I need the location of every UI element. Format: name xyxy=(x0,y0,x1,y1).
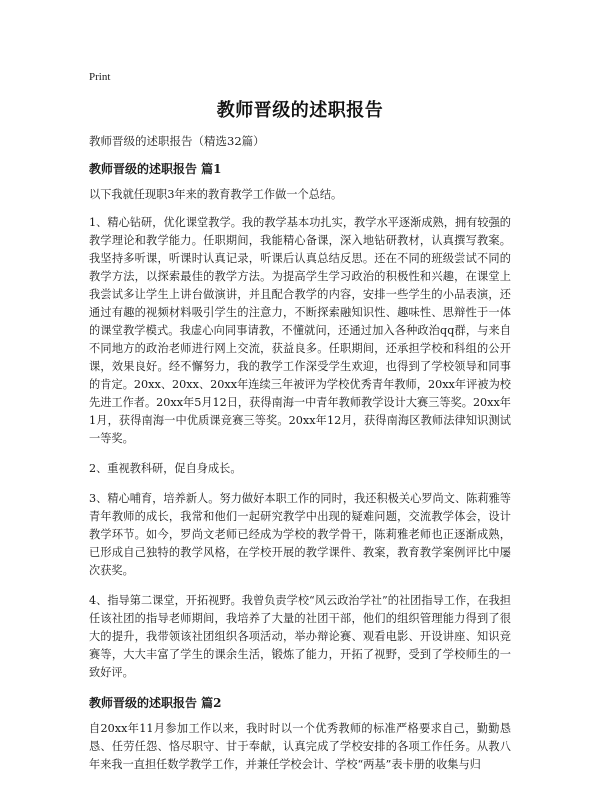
paragraph: 以下我就任现职3年来的教育教学工作做一个总结。 xyxy=(89,188,343,201)
section-heading-1: 教师晋级的述职报告 篇1 xyxy=(89,162,222,176)
page-title: 教师晋级的述职报告 xyxy=(216,100,384,121)
paragraph: 2、重视教科研，促自身成长。 xyxy=(89,462,242,475)
print-link[interactable]: Print xyxy=(89,71,111,83)
document-body xyxy=(89,160,511,786)
paragraph: 1、精心钻研，优化课堂教学。我的教学基本功扎实，教学水平逐渐成熟，拥有较强的教学理论和教学能力。任职期间，我能精心备课，深入地钻研教材，认真撰写教案。我坚持多听课，听课时认真记录，听课后认真总结反思。还在不同的班级尝试不同的教学方法，以探索最佳的教学方法。为提高学生学习政治的积极性和兴趣，在课堂上我尝试多让学生上讲台做演讲，并且配合教学的内容，安排一些学生的小品表演，还通过有趣的视频材料吸引学生的注意力，不断探索融知识性、趣味性、思辩性于一体的课堂教学模式。我虚心向同事请教，不懂就问，还通过加入各种政治qq群，与来自不同地方的政治老师进行网上交流，获益良多。任职期间，还承担学校和科组的公开课，效果良好。经不懈努力，我的教学工作深受学生欢迎，也得到了学校领导和同事的肯定。20xx、20xx、20xx年连续三年被评为学校优秀青年教师，20xx年评被为校先进工作者。20xx年5月12日，获得南海一中青年教师教学设计大赛三等奖。20xx年1月，获得南海一中优质课竞赛三等奖。20xx年12月，获得南海区教师法律知识测试一等奖。 xyxy=(89,216,511,445)
paragraph: 3、精心哺育，培养新人。努力做好本职工作的同时，我还积极关心罗尚文、陈莉雅等青年教师的成长，我常和他们一起研究教学中出现的疑难问题，交流教学体会，设计教学环节。如今，罗尚文老师已经成为学校的教学骨干，陈莉雅老师也正逐渐成熟，已形成自己独特的教学风格，在学校开展的教学课件、教案，教育教学案例评比中屡次获奖。 xyxy=(89,492,511,577)
section-heading-2: 教师晋级的述职报告 篇2 xyxy=(89,696,222,710)
document-subtitle: 教师晋级的述职报告（精选32篇） xyxy=(89,134,265,148)
paragraph: 4、指导第二课堂，开拓视野。我曾负责学校“风云政治学社”的社团指导工作，在我担任该社团的指导老师期间，我培养了大量的社团干部，他们的组织管理能力得到了很大的提升，我带领该社团组织各项活动，举办辩论赛、观看电影、开设讲座、知识竞赛等，大大丰富了学生的课余生活，锻炼了能力，开拓了视野，受到了学校师生的一致好评。 xyxy=(89,594,511,679)
paragraph: 自20xx年11月参加工作以来，我时时以一个优秀教师的标准严格要求自己，勤勤恳恳、任劳任怨、恪尽职守、甘于奉献，认真完成了学校安排的各项工作任务。从教八年来我一直担任数学教学工作，并兼任学校会计、学校“两基”表卡册的收集与归 xyxy=(89,722,511,771)
